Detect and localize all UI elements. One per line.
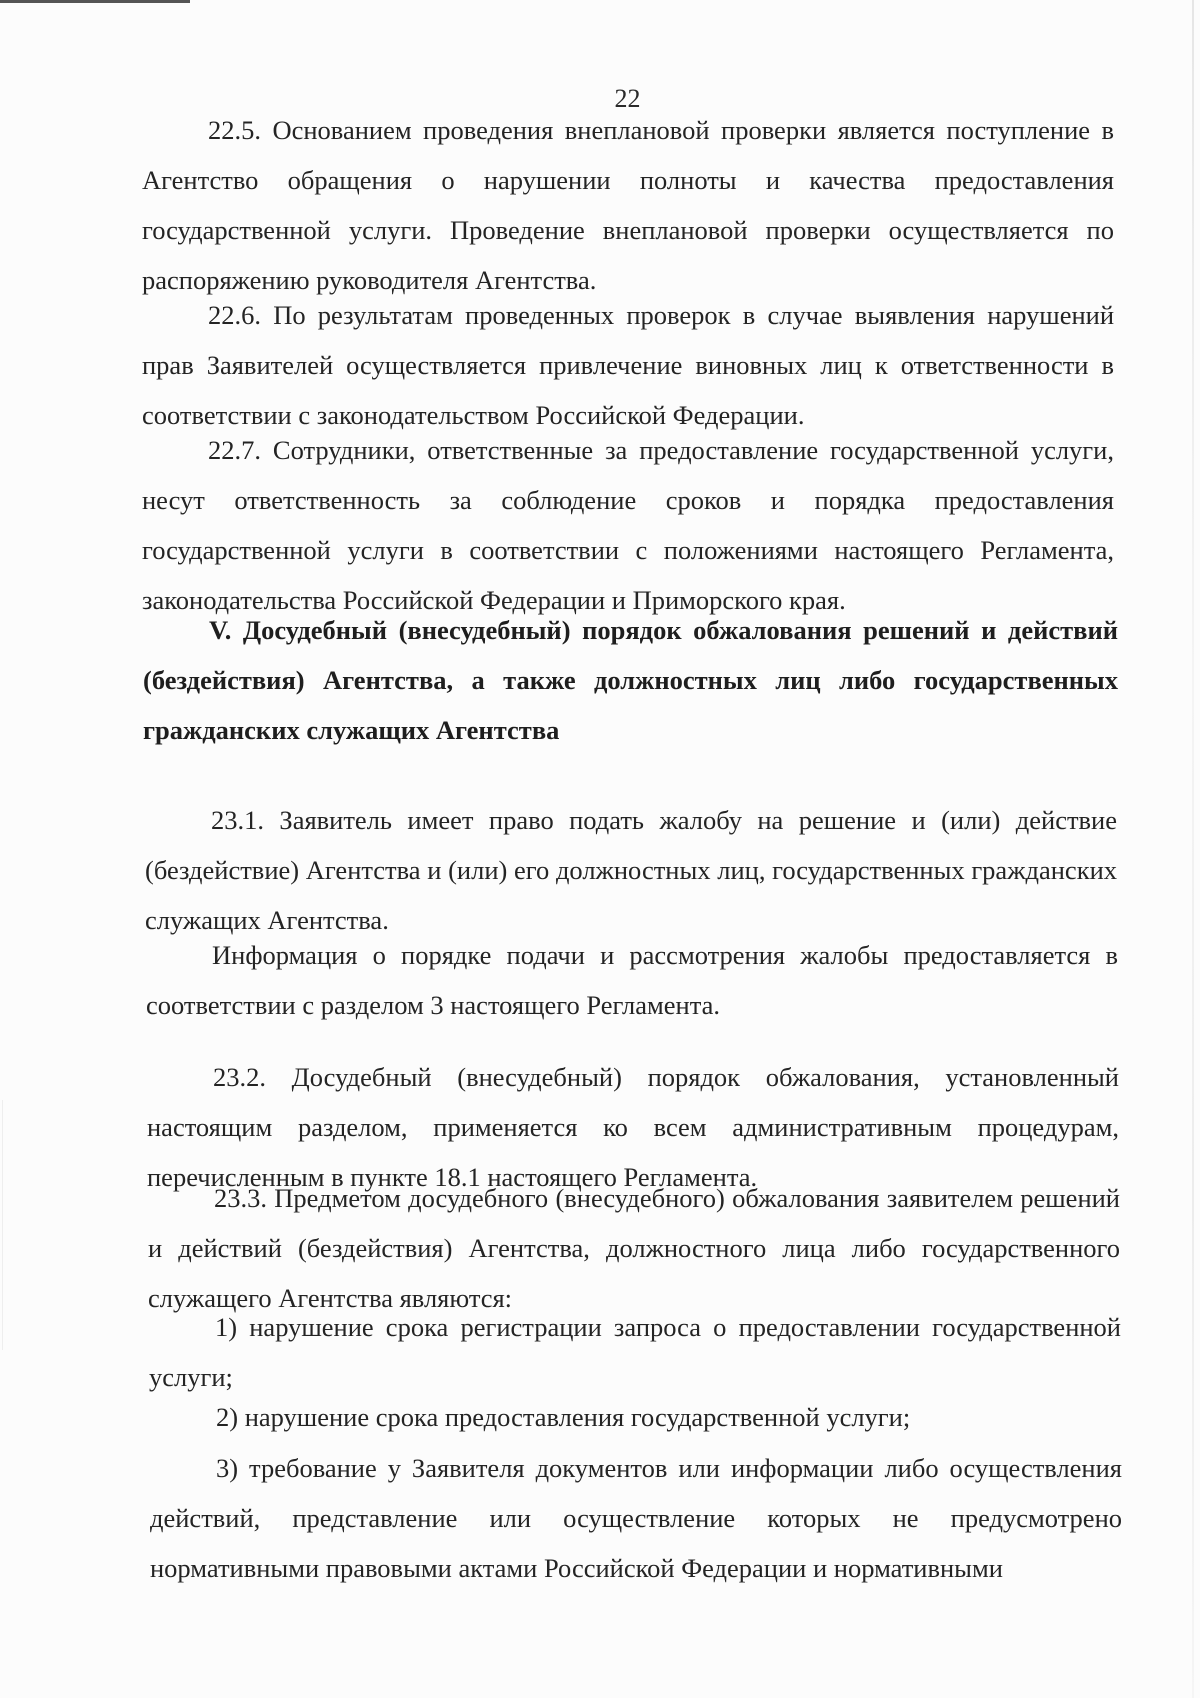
list-item-2: 2) нарушение срока предоставления государственной услуги;	[216, 1402, 911, 1432]
paragraph-23-1: 23.1. Заявитель имеет право подать жалобу на решение и (или) действие (бездействие) Агентства и (или) его должностных лиц, государственных гражданских служащих Агентства.	[145, 805, 1117, 935]
scan-edge-mark	[0, 0, 190, 3]
paragraph-info: Информация о порядке подачи и рассмотрения жалобы предоставляется в соответствии с разделом 3 настоящего Регламента.	[146, 940, 1118, 1020]
paragraph-22-5: 22.5. Основанием проведения внеплановой проверки является поступление в Агентство обращения о нарушении полноты и качества предоставления государственной услуги. Проведение внеплановой проверки осуществляется по распоряжению руководителя Агентства.	[142, 115, 1114, 295]
section-v-heading: V. Досудебный (внесудебный) порядок обжалования решений и действий (бездействия) Агентства, а также должностных лиц либо государственных гражданских служащих Агентства	[143, 615, 1118, 745]
scan-edge-shadow-left	[2, 1100, 3, 1350]
page-number: 22	[614, 84, 641, 113]
paragraph-23-2: 23.2. Досудебный (внесудебный) порядок обжалования, установленный настоящим разделом, применяется ко всем административным процедурам, перечисленным в пункте 18.1 настоящего Регламента.	[147, 1062, 1119, 1192]
list-item-1: 1) нарушение срока регистрации запроса о предоставлении государственной услуги;	[149, 1312, 1121, 1392]
paragraph-23-3: 23.3. Предметом досудебного (внесудебного) обжалования заявителем решений и действий (бездействия) Агентства, должностного лица либо государственного служащего Агентства являются:	[148, 1183, 1120, 1313]
list-item-3: 3) требование у Заявителя документов или информации либо осуществления действий, представление или осуществление которых не предусмотрено нормативными правовыми актами Российской Федерации и нормативными	[150, 1453, 1122, 1583]
paragraph-22-7: 22.7. Сотрудники, ответственные за предоставление государственной услуги, несут ответственность за соблюдение сроков и порядка предоставления государственной услуги в соответствии с положениями настоящего Регламента, законодательства Российской Федерации и Приморского края.	[142, 435, 1114, 615]
paragraph-22-6: 22.6. По результатам проведенных проверок в случае выявления нарушений прав Заявителей осуществляется привлечение виновных лиц к ответственности в соответствии с законодательством Российской Федерации.	[142, 300, 1114, 430]
scan-edge-shadow	[1192, 0, 1194, 1698]
